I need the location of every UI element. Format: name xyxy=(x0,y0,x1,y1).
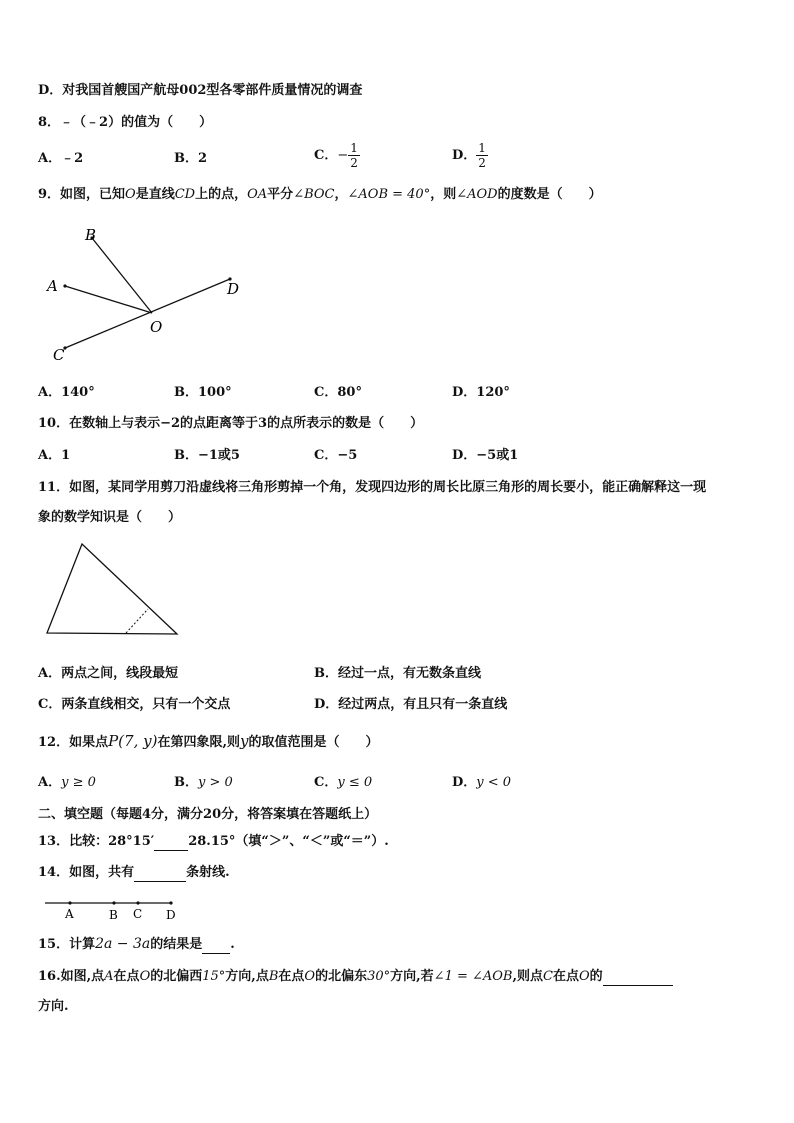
q12-c-expr: y ≤ 0 xyxy=(337,775,373,790)
point-c xyxy=(136,901,139,904)
q13-answer-blank xyxy=(154,832,188,851)
q12-option-b xyxy=(174,774,233,792)
q12-point: P(7, y) xyxy=(108,732,158,750)
q15-expression: 2a − 3a xyxy=(95,936,151,952)
q8-d-denominator: 2 xyxy=(478,156,486,170)
prev-question-option-d: D．对我国首艘国产航母002型各零部件质量情况的调查 xyxy=(38,83,363,98)
q16-text-8: ,则点 xyxy=(512,969,544,984)
q8-option-d-label: D． xyxy=(452,148,477,163)
question-8-stem: 8．﹣（﹣2）的值为（ ） xyxy=(38,115,213,130)
q12-d-expr: y < 0 xyxy=(476,775,512,790)
ray-ob xyxy=(92,238,152,313)
q10-option-d: D．−5或1 xyxy=(452,448,519,463)
q12-var-y: y xyxy=(239,732,249,750)
q14-answer-blank xyxy=(134,863,186,882)
q11-triangle-figure xyxy=(42,540,187,640)
q9-figure xyxy=(40,222,260,372)
q9-option-b: B．100° xyxy=(174,385,232,400)
section-2-heading: 二、填空题（每题4分，满分20分，将答案填在答题纸上） xyxy=(38,807,378,822)
q9-var-o: O xyxy=(125,187,136,202)
q8-option-c xyxy=(314,141,360,170)
q8-c-denominator: 2 xyxy=(350,156,358,170)
q16-answer-blank xyxy=(603,967,673,986)
q10-option-a: A．1 xyxy=(38,448,71,463)
q10-option-c: C．−5 xyxy=(314,448,358,463)
label-c: C xyxy=(53,346,65,364)
q12-d-label: D． xyxy=(452,775,477,790)
q16-text-7: 方向,若 xyxy=(390,969,434,984)
q9-text-2: 是直线 xyxy=(135,187,175,202)
q12-option-c xyxy=(314,774,372,792)
q9-text-4: 平分 xyxy=(267,187,294,202)
q8-option-c-sign: − xyxy=(337,148,349,163)
q15-text-2: 的结果是 xyxy=(150,937,203,952)
q16-var-b: B xyxy=(268,969,279,984)
q12-b-label: B． xyxy=(174,775,198,790)
q16-deg2: 30° xyxy=(367,969,391,984)
q12-c-label: C． xyxy=(314,775,338,790)
point-b xyxy=(112,901,115,904)
question-10-stem: 10．在数轴上与表示−2的点距离等于3的点所表示的数是（ ） xyxy=(38,416,424,431)
q12-option-a xyxy=(38,774,96,792)
q9-text-6: ，则 xyxy=(430,187,457,202)
label-d: D xyxy=(227,280,240,298)
question-9-stem xyxy=(38,186,602,204)
q8-option-d-fraction xyxy=(476,141,488,170)
question-11-stem-line2: 象的数学知识是（ ） xyxy=(38,510,182,525)
q9-angle-aob: ∠AOB = 40° xyxy=(347,187,431,202)
q8-d-numerator: 1 xyxy=(478,141,486,155)
q11-option-d: D．经过两点，有且只有一条直线 xyxy=(314,697,508,712)
question-11-stem-line1: 11．如图，某同学用剪刀沿虚线将三角形剪掉一个角，发现四边形的周长比原三角形的周长要小，能正确解释这一现 xyxy=(38,480,707,495)
q16-var-c: C xyxy=(543,969,553,984)
q16-var-a: A xyxy=(104,969,114,984)
point-a xyxy=(68,901,71,904)
q12-b-expr: y > 0 xyxy=(198,775,233,790)
q15-text-1: 15．计算 xyxy=(38,937,96,952)
q9-var-oa: OA xyxy=(247,187,268,202)
q14-text-2: 条射线. xyxy=(186,865,230,880)
q8-option-c-fraction xyxy=(348,141,360,170)
q12-text-3: 的取值范围是（ ） xyxy=(248,735,379,750)
q16-var-o1: O xyxy=(139,969,151,984)
q9-text-1: 9．如图，已知 xyxy=(38,187,126,202)
q12-a-expr: y ≥ 0 xyxy=(61,775,96,790)
q9-option-d: D．120° xyxy=(452,385,510,400)
question-14 xyxy=(38,863,230,882)
q8-option-b: B．2 xyxy=(174,151,208,166)
q10-option-b: B．−1或5 xyxy=(174,448,240,463)
label-b: B xyxy=(85,226,97,244)
question-15 xyxy=(38,935,235,954)
label-a: A xyxy=(47,277,58,295)
point-a xyxy=(63,284,66,287)
q8-option-a: A．﹣2 xyxy=(38,151,84,166)
question-16-line2: 方向. xyxy=(38,999,69,1014)
q16-text-4: 方向,点 xyxy=(225,969,269,984)
q9-text-7: 的度数是（ ） xyxy=(497,187,602,202)
q16-text-5: 在点 xyxy=(278,969,305,984)
q16-text-10: 的 xyxy=(589,969,603,984)
q9-var-cd: CD xyxy=(174,187,196,202)
q11-option-a: A．两点之间，线段最短 xyxy=(38,666,179,681)
label-b: B xyxy=(109,908,118,922)
label-c: C xyxy=(133,907,143,921)
q8-option-d xyxy=(452,141,488,170)
cut-dashed-line xyxy=(126,609,148,633)
q13-text-2: 28.15°（填“＞”、“＜”或“＝”）. xyxy=(188,834,389,849)
q12-option-d xyxy=(452,774,511,792)
ray-oa xyxy=(65,286,152,313)
q12-text-2: 在第四象限,则 xyxy=(157,735,240,750)
question-16-line1 xyxy=(38,967,673,986)
q9-angle-aod: ∠AOD xyxy=(456,187,498,202)
q11-option-b: B．经过一点，有无数条直线 xyxy=(314,666,481,681)
point-d xyxy=(169,901,172,904)
q14-figure xyxy=(40,896,190,924)
q16-text-3: 的北偏西 xyxy=(150,969,203,984)
q12-text-1: 12．如果点 xyxy=(38,735,109,750)
label-d: D xyxy=(166,908,176,922)
q16-text-6: 的北偏东 xyxy=(315,969,368,984)
q9-angle-boc: ∠BOC xyxy=(293,187,335,202)
q16-equation: ∠1 = ∠AOB xyxy=(433,969,513,984)
q13-text-1: 13．比较：28°15′ xyxy=(38,834,155,849)
label-a: A xyxy=(65,907,74,921)
q16-var-o3: O xyxy=(578,969,590,984)
q15-text-3: . xyxy=(230,937,235,952)
q8-option-c-label: C． xyxy=(314,148,338,163)
q15-answer-blank xyxy=(202,935,230,954)
q8-c-numerator: 1 xyxy=(350,141,358,155)
q16-var-o2: O xyxy=(304,969,316,984)
q9-text-3: 上的点， xyxy=(195,187,248,202)
q14-text-1: 14．如图，共有 xyxy=(38,865,135,880)
q9-option-a: A．140° xyxy=(38,385,95,400)
triangle xyxy=(47,544,177,634)
q9-option-c: C．80° xyxy=(314,385,362,400)
q16-text-9: 在点 xyxy=(552,969,579,984)
q11-option-c: C．两条直线相交，只有一个交点 xyxy=(38,697,231,712)
q16-deg1: 15° xyxy=(202,969,226,984)
q12-a-label: A． xyxy=(38,775,62,790)
label-o: O xyxy=(150,318,163,336)
line-cd xyxy=(65,279,230,348)
q9-text-5: ， xyxy=(334,187,348,202)
q16-text-2: 在点 xyxy=(113,969,140,984)
question-13 xyxy=(38,832,389,851)
question-12-stem xyxy=(38,732,378,752)
q16-text-1: 16.如图,点 xyxy=(38,969,105,984)
